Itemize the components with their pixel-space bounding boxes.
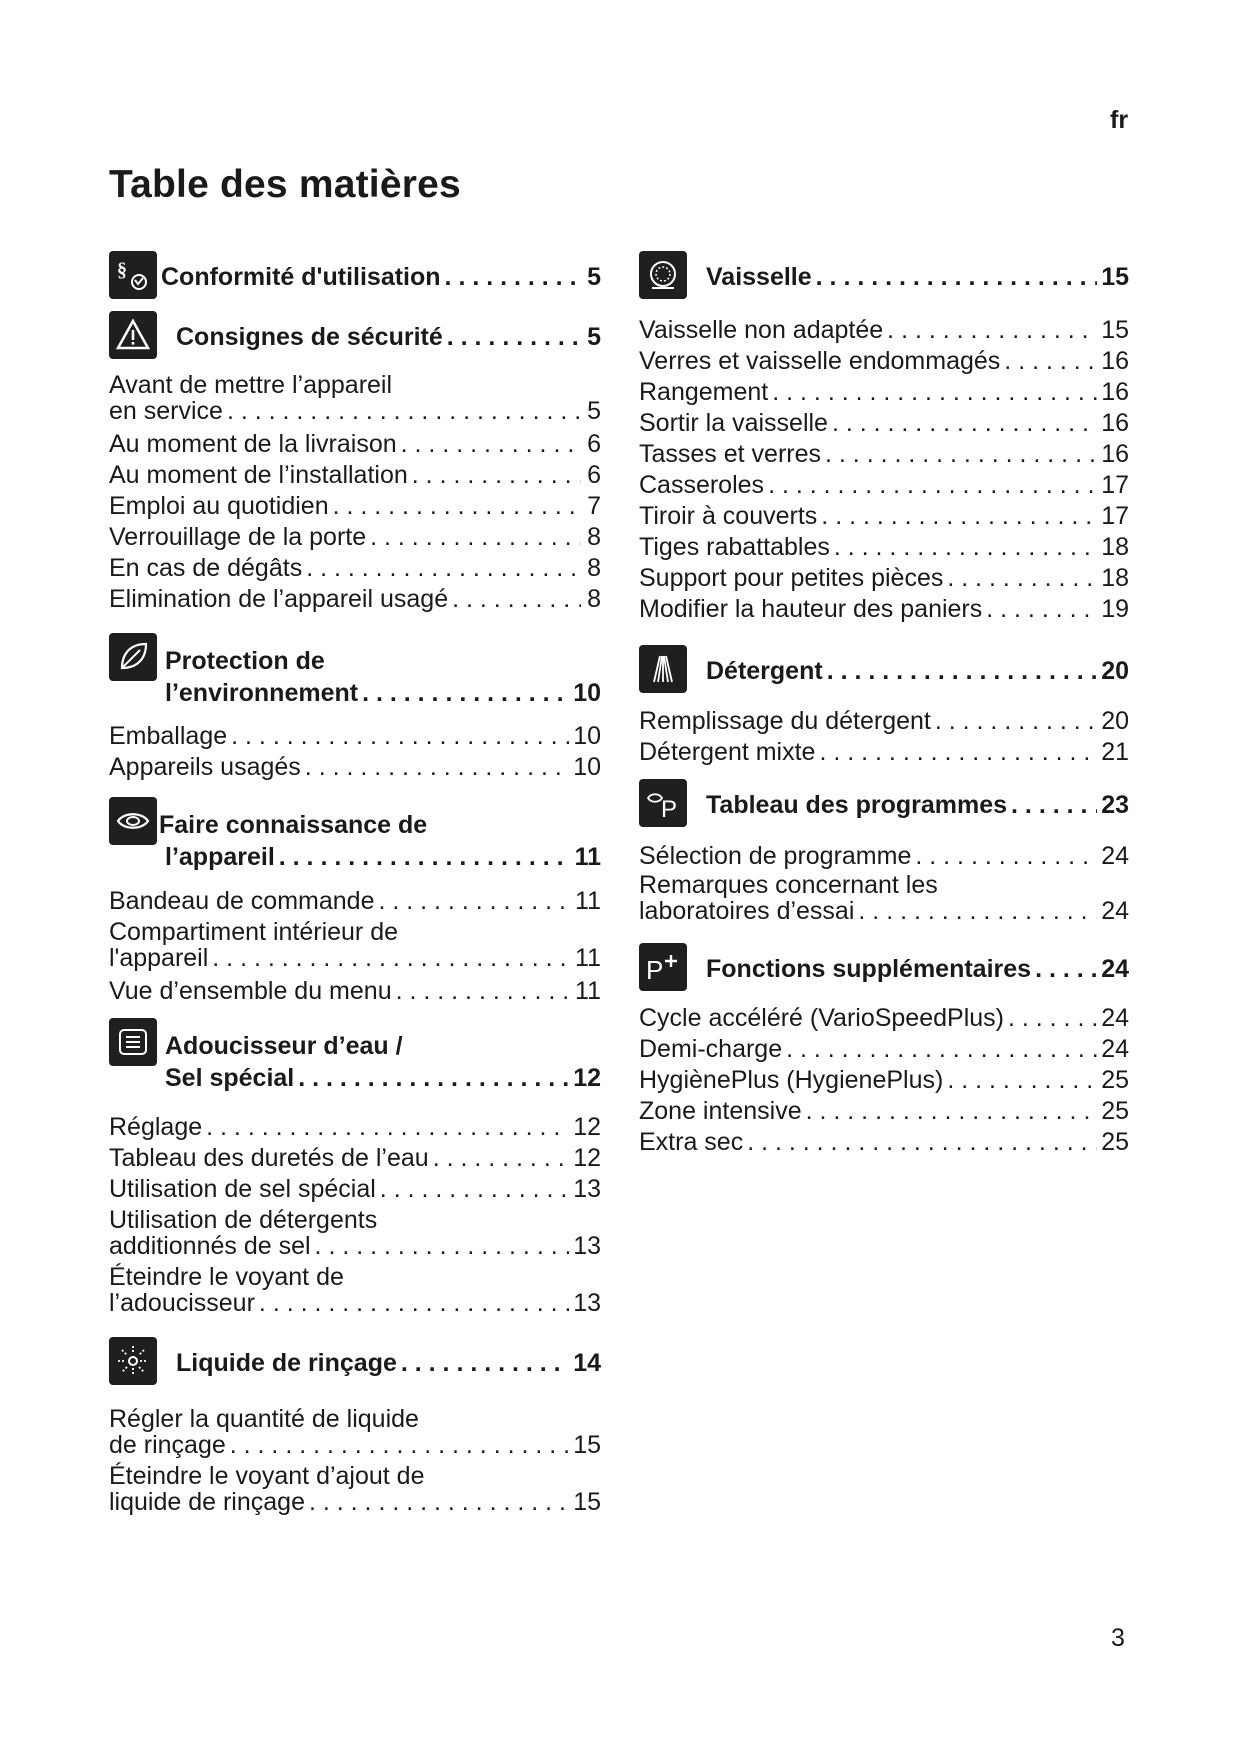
toc-entry[interactable]: Sélection de programme . . . 24 <box>639 841 1129 872</box>
heading-page: 20 <box>1101 657 1129 685</box>
section-environnement <box>109 633 601 707</box>
toc-entry[interactable]: Vue d’ensemble du menu . . . 11 <box>109 976 601 1007</box>
toc-entry[interactable]: Tiges rabattables . . . 18 <box>639 532 1129 563</box>
entries-securite <box>109 372 601 615</box>
section-heading[interactable] <box>639 943 1129 993</box>
toc-entry[interactable]: Détergent mixte . . . 21 <box>639 737 1129 768</box>
heading-page: 23 <box>1101 791 1129 819</box>
water-softener-icon <box>109 1018 157 1066</box>
heading-text-line2: l’appareil <box>165 843 275 871</box>
toc-entry[interactable]: Casseroles . . . 17 <box>639 470 1129 501</box>
toc-entry[interactable]: Compartiment intérieur de l'appareil . . . 11 <box>109 919 601 971</box>
heading-text: Liquide de rinçage <box>176 1349 397 1377</box>
leaf-icon <box>109 633 157 681</box>
toc-entry[interactable]: Utilisation de détergents additionnés de sel . . . 13 <box>109 1207 601 1259</box>
section-heading[interactable] <box>639 251 1129 301</box>
toc-entry[interactable]: Remarques concernant les laboratoires d’essai . . . 24 <box>639 872 1129 924</box>
toc-entry[interactable]: Elimination de l’appareil usagé . . . 8 <box>109 584 601 615</box>
section-securite <box>109 311 601 361</box>
toc-entry[interactable]: En cas de dégâts . . . 8 <box>109 553 601 584</box>
heading-text: Tableau des programmes <box>706 791 1008 819</box>
toc-entry[interactable]: Tasses et verres . . . 16 <box>639 439 1129 470</box>
toc-entry[interactable]: Remplissage du détergent . . . 20 <box>639 706 1129 737</box>
toc-entry[interactable]: Verrouillage de la porte . . . 8 <box>109 522 601 553</box>
p-plus-icon <box>639 943 687 991</box>
heading-text-line1: Adoucisseur d’eau / <box>165 1032 403 1060</box>
entries-rincage <box>109 1406 601 1520</box>
plate-icon <box>639 251 687 299</box>
toc-entry[interactable]: Appareils usagés . . . 10 <box>109 752 601 783</box>
toc-entry[interactable]: Tiroir à couverts . . . 17 <box>639 501 1129 532</box>
section-heading[interactable] <box>109 633 601 707</box>
heading-text: Fonctions supplémentaires <box>706 955 1032 983</box>
heading-text-line2: Sel spécial <box>165 1064 295 1092</box>
toc-entry[interactable]: Zone intensive . . . 25 <box>639 1096 1129 1127</box>
heading-text: Consignes de sécurité <box>176 323 443 351</box>
toc-entry[interactable]: Régler la quantité de liquide de rinçage . . . 15 <box>109 1406 601 1458</box>
toc-entry[interactable]: Au moment de l’installation . . . 6 <box>109 460 601 491</box>
section-connaissance <box>109 797 601 871</box>
section-heading[interactable] <box>109 1337 601 1387</box>
toc-entry[interactable]: Au moment de la livraison . . . 6 <box>109 429 601 460</box>
page-number: 3 <box>1111 1624 1125 1652</box>
section-heading[interactable] <box>109 797 601 871</box>
toc-entry[interactable]: Cycle accéléré (VarioSpeedPlus) . . . 24 <box>639 1003 1129 1034</box>
toc-entry[interactable]: Emploi au quotidien . . . 7 <box>109 491 601 522</box>
toc-entry[interactable]: Demi-charge . . . 24 <box>639 1034 1129 1065</box>
heading-text-line1: Faire connaissance de <box>159 811 428 839</box>
toc-entry[interactable]: Avant de mettre l’appareil en service . . . 5 <box>109 372 601 424</box>
heading-text: Vaisselle <box>706 263 812 291</box>
heading-text-line1: Protection de <box>165 647 325 675</box>
section-heading[interactable] <box>639 779 1129 829</box>
heading-text: Détergent <box>706 657 823 685</box>
toc-entry[interactable]: Modifier la hauteur des paniers . . . 19 <box>639 594 1129 625</box>
heading-page: 14 <box>573 1349 601 1377</box>
entries-environnement <box>109 721 601 783</box>
toc-entry[interactable]: Emballage . . . 10 <box>109 721 601 752</box>
heading-page: 10 <box>573 679 601 707</box>
toc-entry[interactable]: Support pour petites pièces . . . 18 <box>639 563 1129 594</box>
heading-page: 5 <box>587 263 601 291</box>
toc-entry[interactable]: Éteindre le voyant d’ajout de liquide de rinçage . . . 15 <box>109 1463 601 1515</box>
heading-page: 12 <box>573 1064 601 1092</box>
section-conformite <box>109 251 601 301</box>
toc-entry[interactable]: Rangement . . . 16 <box>639 377 1129 408</box>
page-title: Table des matières <box>109 163 461 206</box>
toc-entry[interactable]: HygiènePlus (HygienePlus) . . . 25 <box>639 1065 1129 1096</box>
eye-icon <box>109 797 157 845</box>
heading-page: 15 <box>1101 263 1129 291</box>
section-fonctions <box>639 943 1129 993</box>
toc-entry[interactable]: Vaisselle non adaptée . . . 15 <box>639 315 1129 346</box>
section-programmes <box>639 779 1129 829</box>
heading-text: Conformité d'utilisation <box>161 263 441 291</box>
entries-programmes <box>639 841 1129 929</box>
svg-text:P: P <box>661 796 678 822</box>
toc-entry[interactable]: Bandeau de commande . . . 11 <box>109 886 601 917</box>
detergent-icon <box>639 645 687 693</box>
section-rincage <box>109 1337 601 1387</box>
toc-entry[interactable]: Extra sec . . . 25 <box>639 1127 1129 1158</box>
toc-entry[interactable]: Réglage . . . 12 <box>109 1112 601 1143</box>
toc-entry[interactable]: Sortir la vaisselle . . . 16 <box>639 408 1129 439</box>
heading-page: 5 <box>587 323 601 351</box>
toc-entry[interactable]: Verres et vaisselle endommagés . . . 16 <box>639 346 1129 377</box>
svg-text:§: § <box>117 259 127 281</box>
entries-adoucisseur <box>109 1112 601 1321</box>
heading-page: 11 <box>574 843 601 871</box>
language-label: fr <box>1110 106 1129 134</box>
program-icon <box>639 779 687 827</box>
entries-vaisselle <box>639 315 1129 625</box>
entries-connaissance <box>109 886 601 1007</box>
toc-entry[interactable]: Tableau des duretés de l’eau . . . 12 <box>109 1143 601 1174</box>
section-heading[interactable] <box>109 251 601 301</box>
warning-triangle-icon <box>109 311 157 359</box>
section-detergent <box>639 645 1129 695</box>
section-heading[interactable] <box>639 645 1129 695</box>
section-heading[interactable] <box>109 311 601 361</box>
entries-detergent <box>639 706 1129 768</box>
toc-entry[interactable]: Utilisation de sel spécial . . . 13 <box>109 1174 601 1205</box>
heading-text-line2: l’environnement <box>165 679 359 707</box>
heading-page: 24 <box>1101 955 1129 983</box>
rinse-aid-icon <box>109 1337 157 1385</box>
paragraph-hand-icon <box>109 251 157 299</box>
svg-text:P: P <box>646 955 664 985</box>
toc-entry[interactable]: Éteindre le voyant de l’adoucisseur . . . 13 <box>109 1264 601 1316</box>
section-vaisselle <box>639 251 1129 301</box>
section-heading[interactable] <box>109 1018 601 1092</box>
entries-fonctions <box>639 1003 1129 1158</box>
section-adoucisseur <box>109 1018 601 1092</box>
